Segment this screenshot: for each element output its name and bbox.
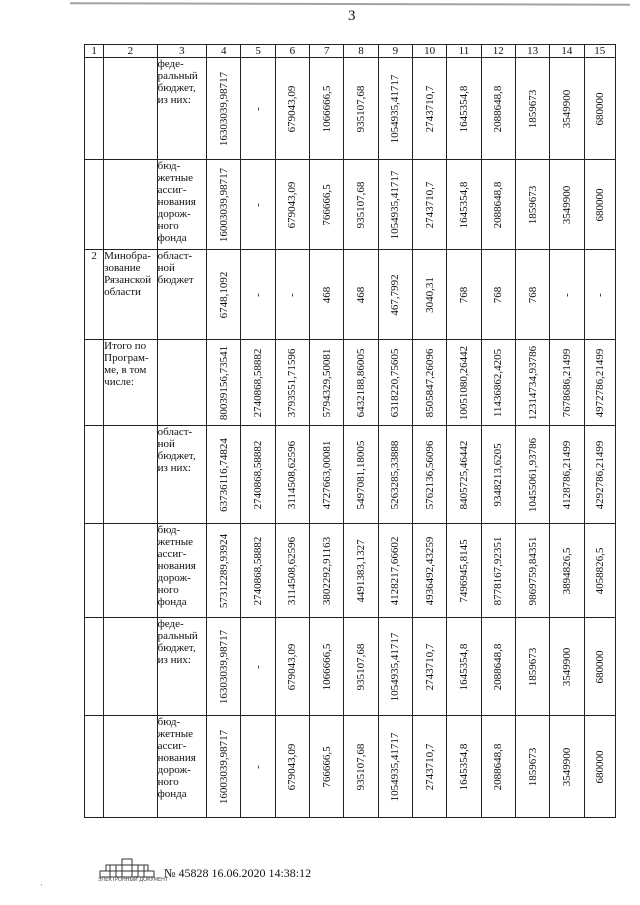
value-text: 80039156,73541 bbox=[217, 345, 230, 420]
table-row bbox=[85, 716, 616, 818]
value-text: 4128217,66602 bbox=[389, 536, 402, 605]
value-cell bbox=[550, 340, 584, 426]
value-text: 3549900 bbox=[560, 647, 573, 686]
value-text: 2740868,58882 bbox=[252, 440, 265, 509]
value-cell bbox=[550, 58, 584, 160]
value-text: 5497081,18005 bbox=[355, 440, 368, 509]
table-row bbox=[85, 426, 616, 524]
value-cell bbox=[241, 618, 275, 716]
program-name-cell bbox=[104, 524, 158, 618]
value-text: 4491383,1327 bbox=[355, 538, 368, 603]
value-cell bbox=[413, 58, 447, 160]
value-text: 9348213,6205 bbox=[492, 442, 505, 507]
value-text: 3114508,62596 bbox=[286, 536, 299, 605]
program-name-cell bbox=[104, 58, 158, 160]
column-header-7: 7 bbox=[310, 45, 344, 58]
value-text: 2088648,8 bbox=[492, 181, 505, 228]
table-row bbox=[85, 524, 616, 618]
value-cell bbox=[207, 160, 241, 250]
value-text: 57312289,93924 bbox=[217, 533, 230, 608]
value-text: 1645354,8 bbox=[457, 743, 470, 790]
value-text: 4936492,43259 bbox=[423, 536, 436, 605]
value-cell bbox=[378, 716, 412, 818]
value-text: 10051080,26442 bbox=[457, 345, 470, 420]
value-cell bbox=[447, 340, 481, 426]
value-text: 2743710,7 bbox=[423, 181, 436, 228]
value-cell bbox=[481, 524, 515, 618]
value-cell bbox=[481, 58, 515, 160]
row-number-cell bbox=[85, 524, 104, 618]
value-cell bbox=[550, 250, 584, 340]
value-text: 2088648,8 bbox=[492, 85, 505, 132]
value-text: 3549900 bbox=[560, 89, 573, 128]
scan-mark: · bbox=[40, 880, 43, 890]
value-text: 7678686,21499 bbox=[560, 348, 573, 417]
value-text: 16303039,98717 bbox=[217, 71, 230, 146]
program-name-cell bbox=[104, 160, 158, 250]
column-header-9: 9 bbox=[378, 45, 412, 58]
value-text: 2088648,8 bbox=[492, 643, 505, 690]
value-text: 3549900 bbox=[560, 747, 573, 786]
row-number-cell bbox=[85, 340, 104, 426]
value-cell bbox=[241, 716, 275, 818]
value-cell bbox=[275, 426, 309, 524]
column-header-8: 8 bbox=[344, 45, 378, 58]
value-cell bbox=[344, 250, 378, 340]
value-text: 3793551,71596 bbox=[286, 348, 299, 417]
column-header-2: 2 bbox=[104, 45, 158, 58]
value-cell bbox=[310, 340, 344, 426]
value-text: 935107,68 bbox=[355, 85, 368, 132]
value-cell bbox=[447, 524, 481, 618]
value-text: 8505847,26096 bbox=[423, 348, 436, 417]
value-cell bbox=[241, 58, 275, 160]
stamp-caption: ЭЛЕКТРОННЫЙ ДОКУМЕНТ bbox=[98, 877, 168, 883]
value-text: 5762136,56096 bbox=[423, 440, 436, 509]
value-cell bbox=[310, 250, 344, 340]
budget-table bbox=[84, 44, 616, 818]
value-cell bbox=[310, 716, 344, 818]
value-text: 7496945,8145 bbox=[457, 538, 470, 603]
value-cell bbox=[550, 524, 584, 618]
value-cell bbox=[447, 716, 481, 818]
funding-source-cell: област-ной бюджет, из них: bbox=[157, 426, 206, 524]
value-text: 2740868,58882 bbox=[252, 348, 265, 417]
column-header-12: 12 bbox=[481, 45, 515, 58]
value-cell bbox=[413, 160, 447, 250]
value-cell bbox=[447, 618, 481, 716]
value-text: 1859673 bbox=[526, 647, 539, 686]
value-cell bbox=[378, 340, 412, 426]
value-cell bbox=[481, 426, 515, 524]
value-cell bbox=[515, 250, 549, 340]
value-cell bbox=[207, 618, 241, 716]
value-text: 2740868,58882 bbox=[252, 536, 265, 605]
value-cell bbox=[207, 340, 241, 426]
table-row bbox=[85, 250, 616, 340]
value-cell bbox=[447, 426, 481, 524]
value-cell bbox=[413, 426, 447, 524]
value-cell bbox=[584, 58, 615, 160]
funding-source-cell bbox=[157, 340, 206, 426]
value-cell bbox=[310, 618, 344, 716]
value-cell bbox=[584, 250, 615, 340]
value-text: 1054935,41717 bbox=[389, 74, 402, 143]
value-text: 2088648,8 bbox=[492, 743, 505, 790]
value-cell bbox=[515, 58, 549, 160]
value-cell bbox=[584, 160, 615, 250]
value-text: 8405725,46442 bbox=[457, 440, 470, 509]
funding-source-cell: феде-ральный бюджет, из них: bbox=[157, 618, 206, 716]
value-cell bbox=[481, 160, 515, 250]
value-text: 679043,09 bbox=[286, 85, 299, 132]
column-header-1: 1 bbox=[85, 45, 104, 58]
value-text: 3040,31 bbox=[423, 276, 436, 313]
value-cell bbox=[241, 250, 275, 340]
value-text: 680000 bbox=[593, 188, 606, 221]
value-cell bbox=[481, 340, 515, 426]
value-cell bbox=[207, 58, 241, 160]
value-text: - bbox=[252, 764, 265, 769]
row-number-cell bbox=[85, 618, 104, 716]
value-cell bbox=[310, 524, 344, 618]
value-cell bbox=[550, 160, 584, 250]
value-text: 16303039,98717 bbox=[217, 629, 230, 704]
value-text: - bbox=[286, 292, 299, 297]
value-cell bbox=[344, 426, 378, 524]
value-text: 467,7992 bbox=[389, 273, 402, 316]
column-header-6: 6 bbox=[275, 45, 309, 58]
value-text: 935107,68 bbox=[355, 743, 368, 790]
value-text: 680000 bbox=[593, 650, 606, 683]
value-text: 3114508,62596 bbox=[286, 440, 299, 509]
value-cell bbox=[584, 716, 615, 818]
row-number-cell bbox=[85, 426, 104, 524]
value-text: 680000 bbox=[593, 92, 606, 125]
funding-source-cell: област-ной бюджет bbox=[157, 250, 206, 340]
value-text: - bbox=[252, 202, 265, 207]
column-number-row bbox=[85, 45, 616, 58]
funding-source-cell: бюд-жетные ассиг-нования дорож-ного фонда bbox=[157, 524, 206, 618]
value-cell bbox=[515, 524, 549, 618]
value-text: 1054935,41717 bbox=[389, 170, 402, 239]
value-cell bbox=[413, 524, 447, 618]
value-text: 935107,68 bbox=[355, 181, 368, 228]
program-name-cell: Минобра-зование Рязанской области bbox=[104, 250, 158, 340]
value-text: - bbox=[252, 106, 265, 111]
value-cell bbox=[344, 340, 378, 426]
program-name-cell bbox=[104, 716, 158, 818]
page-number: 3 bbox=[348, 8, 356, 24]
table-row bbox=[85, 58, 616, 160]
value-cell bbox=[241, 524, 275, 618]
program-name-cell bbox=[104, 426, 158, 524]
scan-top-line bbox=[70, 2, 630, 5]
funding-source-cell: бюд-жетные ассиг-нования дорож-ного фонда bbox=[157, 160, 206, 250]
value-cell bbox=[378, 58, 412, 160]
column-header-10: 10 bbox=[413, 45, 447, 58]
value-text: 4292786,21499 bbox=[593, 440, 606, 509]
value-cell bbox=[207, 250, 241, 340]
value-cell bbox=[275, 340, 309, 426]
table-row bbox=[85, 160, 616, 250]
value-text: 2743710,7 bbox=[423, 643, 436, 690]
value-cell bbox=[378, 426, 412, 524]
value-text: 6748,1092 bbox=[217, 271, 230, 318]
value-text: 679043,09 bbox=[286, 743, 299, 790]
value-text: 6432188,86005 bbox=[355, 348, 368, 417]
value-text: 4128786,21499 bbox=[560, 440, 573, 509]
value-text: 4727663,00081 bbox=[320, 440, 333, 509]
column-header-5: 5 bbox=[241, 45, 275, 58]
row-number-cell bbox=[85, 716, 104, 818]
value-cell bbox=[344, 58, 378, 160]
value-text: 3802292,91163 bbox=[320, 536, 333, 605]
value-cell bbox=[378, 524, 412, 618]
value-text: 1645354,8 bbox=[457, 85, 470, 132]
value-cell bbox=[344, 716, 378, 818]
value-cell bbox=[378, 618, 412, 716]
value-cell bbox=[207, 716, 241, 818]
funding-source-cell: феде-ральный бюджет, из них: bbox=[157, 58, 206, 160]
value-text: 1645354,8 bbox=[457, 181, 470, 228]
value-text: 6318220,75605 bbox=[389, 348, 402, 417]
value-cell bbox=[584, 618, 615, 716]
program-name-cell: Итого по Програм-ме, в том числе: bbox=[104, 340, 158, 426]
column-header-14: 14 bbox=[550, 45, 584, 58]
value-text: 935107,68 bbox=[355, 643, 368, 690]
value-text: 468 bbox=[355, 286, 368, 303]
value-text: 2743710,7 bbox=[423, 743, 436, 790]
value-text: 16003039,98717 bbox=[217, 729, 230, 804]
value-text: 3549900 bbox=[560, 185, 573, 224]
value-cell bbox=[310, 426, 344, 524]
value-cell bbox=[413, 716, 447, 818]
value-text: 16003039,98717 bbox=[217, 167, 230, 242]
value-text: 679043,09 bbox=[286, 643, 299, 690]
value-text: 8778167,92351 bbox=[492, 536, 505, 605]
value-text: 1859673 bbox=[526, 185, 539, 224]
registration-number: № 45828 16.06.2020 14:38:12 bbox=[164, 866, 312, 880]
value-cell bbox=[275, 716, 309, 818]
value-cell bbox=[584, 340, 615, 426]
value-cell bbox=[378, 250, 412, 340]
value-cell bbox=[550, 618, 584, 716]
table-row bbox=[85, 618, 616, 716]
value-cell bbox=[481, 618, 515, 716]
value-cell bbox=[378, 160, 412, 250]
column-header-15: 15 bbox=[584, 45, 615, 58]
value-text: 12314734,93786 bbox=[526, 345, 539, 420]
value-cell bbox=[550, 426, 584, 524]
value-cell bbox=[584, 524, 615, 618]
value-text: - bbox=[560, 292, 573, 297]
value-cell bbox=[241, 340, 275, 426]
value-cell bbox=[275, 618, 309, 716]
value-cell bbox=[310, 58, 344, 160]
value-text: 1859673 bbox=[526, 747, 539, 786]
value-cell bbox=[413, 340, 447, 426]
value-cell bbox=[310, 160, 344, 250]
row-number-cell: 2 bbox=[85, 250, 104, 340]
value-cell bbox=[584, 426, 615, 524]
value-cell bbox=[275, 58, 309, 160]
value-text: 1054935,41717 bbox=[389, 732, 402, 801]
value-cell bbox=[275, 524, 309, 618]
value-cell bbox=[344, 524, 378, 618]
program-name-cell bbox=[104, 618, 158, 716]
value-cell bbox=[481, 716, 515, 818]
value-cell bbox=[207, 524, 241, 618]
column-header-13: 13 bbox=[515, 45, 549, 58]
value-text: 766666,5 bbox=[320, 183, 333, 226]
value-text: 4972786,21499 bbox=[593, 348, 606, 417]
value-text: 768 bbox=[492, 286, 505, 303]
table-row bbox=[85, 340, 616, 426]
column-header-4: 4 bbox=[207, 45, 241, 58]
value-text: 5794329,50081 bbox=[320, 348, 333, 417]
value-text: 3894826,5 bbox=[560, 547, 573, 594]
value-text: 768 bbox=[457, 286, 470, 303]
value-cell bbox=[515, 340, 549, 426]
value-text: 1645354,8 bbox=[457, 643, 470, 690]
value-text: 766666,5 bbox=[320, 745, 333, 788]
value-text: 1066666,5 bbox=[320, 643, 333, 690]
value-cell bbox=[515, 618, 549, 716]
value-cell bbox=[344, 618, 378, 716]
value-cell bbox=[447, 58, 481, 160]
value-text: - bbox=[593, 292, 606, 297]
value-text: - bbox=[252, 292, 265, 297]
column-header-3: 3 bbox=[157, 45, 206, 58]
value-text: 1859673 bbox=[526, 89, 539, 128]
value-text: 63736116,74824 bbox=[217, 437, 230, 512]
value-cell bbox=[241, 160, 275, 250]
value-text: 1066666,5 bbox=[320, 85, 333, 132]
row-number-cell bbox=[85, 160, 104, 250]
column-header-11: 11 bbox=[447, 45, 481, 58]
value-cell bbox=[413, 250, 447, 340]
value-text: 11436862,4205 bbox=[492, 348, 505, 417]
value-cell bbox=[275, 160, 309, 250]
value-cell bbox=[515, 716, 549, 818]
value-cell bbox=[207, 426, 241, 524]
value-cell bbox=[481, 250, 515, 340]
value-text: 2743710,7 bbox=[423, 85, 436, 132]
value-text: 10455061,93786 bbox=[526, 437, 539, 512]
value-text: 768 bbox=[526, 286, 539, 303]
value-text: - bbox=[252, 664, 265, 669]
value-text: 468 bbox=[320, 286, 333, 303]
row-number-cell bbox=[85, 58, 104, 160]
value-cell bbox=[241, 426, 275, 524]
value-text: 5263285,33888 bbox=[389, 440, 402, 509]
value-cell bbox=[413, 618, 447, 716]
value-cell bbox=[447, 250, 481, 340]
value-cell bbox=[550, 716, 584, 818]
value-cell bbox=[515, 160, 549, 250]
value-text: 9869759,84351 bbox=[526, 536, 539, 605]
funding-source-cell: бюд-жетные ассиг-нования дорож-ного фонда bbox=[157, 716, 206, 818]
value-cell bbox=[275, 250, 309, 340]
value-cell bbox=[344, 160, 378, 250]
value-text: 679043,09 bbox=[286, 181, 299, 228]
value-text: 1054935,41717 bbox=[389, 632, 402, 701]
value-cell bbox=[515, 426, 549, 524]
value-cell bbox=[447, 160, 481, 250]
value-text: 4058826,5 bbox=[593, 547, 606, 594]
value-text: 680000 bbox=[593, 750, 606, 783]
